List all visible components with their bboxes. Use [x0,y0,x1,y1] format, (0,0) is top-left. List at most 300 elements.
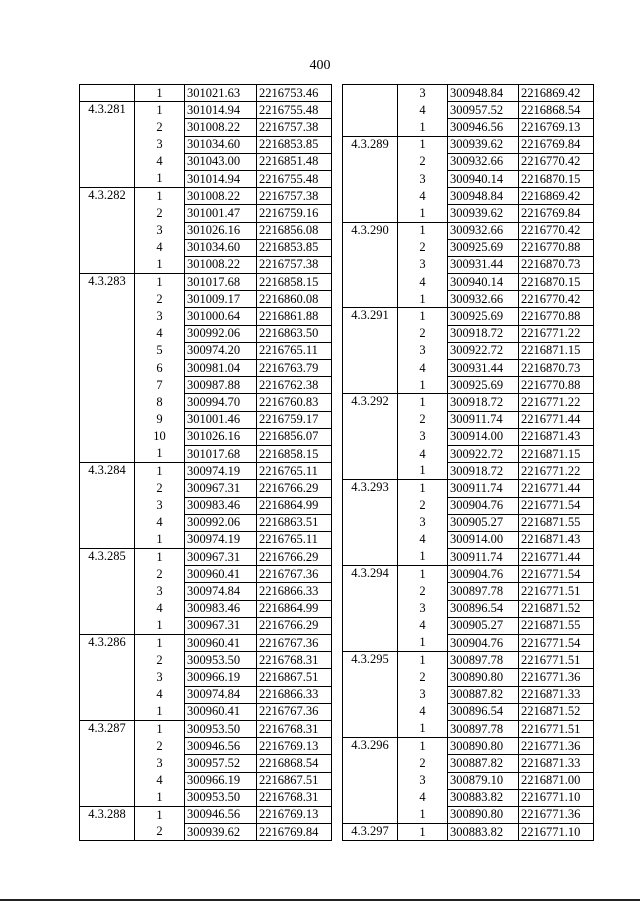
table-row [343,463,594,480]
parcel-id: 4.3.284 [80,463,135,480]
parcel-id [80,153,135,170]
point-number: 3 [135,222,185,239]
coordinate-y: 2216771.54 [519,566,594,583]
coordinate-x: 300939.62 [185,824,257,841]
parcel-id [80,325,135,342]
coordinate-y: 2216771.36 [519,738,594,755]
parcel-id [80,377,135,394]
coordinate-x: 300939.62 [448,205,519,222]
coordinate-y: 2216871.52 [519,703,594,720]
parcel-id: 4.3.286 [80,635,135,652]
point-number: 1 [398,652,448,669]
parcel-id [80,738,135,755]
coordinate-x: 300925.69 [448,377,519,394]
table-row [343,342,594,359]
parcel-id [343,703,398,720]
coordinate-x: 300897.78 [448,720,519,737]
parcel-id [80,239,135,256]
coordinate-x: 300932.66 [448,291,519,308]
point-number: 1 [135,531,185,548]
coordinate-x: 301008.22 [185,119,257,136]
parcel-id [80,617,135,634]
table-row [343,635,594,652]
point-number: 1 [135,806,185,823]
coordinate-y: 2216767.36 [257,566,332,583]
table-row [343,85,594,102]
coordinate-y: 2216871.33 [519,755,594,772]
coordinate-x: 300896.54 [448,600,519,617]
point-number: 4 [135,239,185,256]
point-number: 3 [398,686,448,703]
parcel-id [343,514,398,531]
parcel-id [343,188,398,205]
coordinate-x: 300946.56 [185,738,257,755]
coordinate-y: 2216767.36 [257,635,332,652]
parcel-id [80,222,135,239]
parcel-id [343,205,398,222]
parcel-id [343,755,398,772]
coordinate-y: 2216871.15 [519,445,594,462]
coordinate-x: 300994.70 [185,394,257,411]
point-number: 1 [135,720,185,737]
coordinate-y: 2216861.88 [257,308,332,325]
table-row [343,738,594,755]
table-row [80,635,332,652]
table-row [343,703,594,720]
parcel-id [80,600,135,617]
coordinate-y: 2216870.73 [519,360,594,377]
table-row [80,360,332,377]
point-number: 1 [135,274,185,291]
parcel-id [80,531,135,548]
parcel-id [80,411,135,428]
point-number: 3 [398,772,448,789]
table-row [343,239,594,256]
coordinate-x: 300953.50 [185,789,257,806]
coordinate-x: 300922.72 [448,445,519,462]
coordinate-y: 2216871.55 [519,514,594,531]
point-number: 4 [135,600,185,617]
point-number: 1 [135,256,185,273]
coordinate-y: 2216766.29 [257,617,332,634]
coordinate-y: 2216871.15 [519,342,594,359]
table-row [343,256,594,273]
parcel-id [343,497,398,514]
coordinate-y: 2216753.46 [257,85,332,102]
parcel-id [80,170,135,187]
parcel-id [80,394,135,411]
coordinate-x: 300974.19 [185,463,257,480]
parcel-id [80,824,135,841]
table-row [343,308,594,325]
table-row [343,170,594,187]
point-number: 9 [135,411,185,428]
point-number: 2 [398,497,448,514]
table-row [343,480,594,497]
point-number: 1 [398,308,448,325]
coordinate-y: 2216871.52 [519,600,594,617]
coordinate-y: 2216768.31 [257,652,332,669]
coordinate-x: 300897.78 [448,652,519,669]
parcel-id [343,617,398,634]
point-number: 1 [135,85,185,102]
point-number: 1 [135,463,185,480]
parcel-id [80,445,135,462]
table-row [80,583,332,600]
table-row [343,566,594,583]
coordinate-y: 2216771.36 [519,806,594,823]
parcel-id [343,428,398,445]
table-row [343,428,594,445]
point-number: 1 [398,824,448,841]
coordinate-y: 2216866.33 [257,686,332,703]
coordinate-y: 2216771.54 [519,635,594,652]
table-row [80,755,332,772]
point-number: 4 [398,445,448,462]
coordinate-x: 300953.50 [185,720,257,737]
parcel-id: 4.3.288 [80,806,135,823]
coordinate-x: 300905.27 [448,514,519,531]
parcel-id: 4.3.292 [343,394,398,411]
point-number: 1 [135,102,185,119]
coordinate-y: 2216769.13 [257,806,332,823]
coordinate-x: 300953.50 [185,652,257,669]
coordinate-y: 2216766.29 [257,549,332,566]
coordinate-x: 300918.72 [448,463,519,480]
point-number: 4 [135,325,185,342]
parcel-id [343,239,398,256]
point-number: 1 [135,703,185,720]
coordinate-x: 301001.47 [185,205,257,222]
point-number: 4 [398,789,448,806]
point-number: 2 [135,566,185,583]
table-row [80,686,332,703]
coordinate-x: 300946.56 [448,119,519,136]
coordinate-y: 2216864.99 [257,497,332,514]
parcel-id: 4.3.282 [80,188,135,205]
point-number: 7 [135,377,185,394]
coordinate-y: 2216853.85 [257,239,332,256]
coordinate-y: 2216771.36 [519,669,594,686]
coordinate-x: 300939.62 [448,136,519,153]
table-row [343,119,594,136]
coordinate-y: 2216755.48 [257,170,332,187]
table-row [80,566,332,583]
coordinate-x: 300974.84 [185,583,257,600]
point-number: 1 [135,789,185,806]
coordinate-y: 2216871.43 [519,428,594,445]
parcel-id [80,566,135,583]
coordinate-y: 2216771.44 [519,549,594,566]
coordinate-y: 2216871.00 [519,772,594,789]
table-row [80,806,332,823]
coordinate-y: 2216871.55 [519,617,594,634]
parcel-id [343,360,398,377]
parcel-id [80,136,135,153]
table-row [343,531,594,548]
coordinate-x: 301017.68 [185,445,257,462]
coordinate-y: 2216851.48 [257,153,332,170]
coordinate-y: 2216867.51 [257,772,332,789]
table-row [343,153,594,170]
parcel-id [343,772,398,789]
parcel-id [80,772,135,789]
coordinate-x: 301009.17 [185,291,257,308]
coordinate-x: 300960.41 [185,703,257,720]
parcel-id [80,789,135,806]
parcel-id [80,308,135,325]
point-number: 2 [398,583,448,600]
parcel-id: 4.3.281 [80,102,135,119]
coordinate-x: 300983.46 [185,497,257,514]
point-number: 4 [398,102,448,119]
coordinate-x: 300905.27 [448,617,519,634]
point-number: 3 [135,755,185,772]
coordinate-x: 300918.72 [448,325,519,342]
point-number: 3 [135,136,185,153]
table-row [80,256,332,273]
table-row [80,342,332,359]
coordinate-y: 2216771.51 [519,720,594,737]
coordinate-x: 300925.69 [448,308,519,325]
point-number: 1 [398,119,448,136]
coordinate-y: 2216760.83 [257,394,332,411]
parcel-id [80,652,135,669]
table-row [80,463,332,480]
coordinate-x: 300925.69 [448,239,519,256]
parcel-id: 4.3.295 [343,652,398,669]
parcel-id [343,583,398,600]
point-number: 2 [135,652,185,669]
point-number: 2 [135,205,185,222]
point-number: 2 [135,291,185,308]
coordinate-x: 300890.80 [448,669,519,686]
coordinate-x: 300966.19 [185,772,257,789]
table-row [343,274,594,291]
parcel-id: 4.3.289 [343,136,398,153]
coordinate-x: 301043.00 [185,153,257,170]
parcel-id [343,531,398,548]
coordinate-x: 300911.74 [448,549,519,566]
coordinate-x: 300879.10 [448,772,519,789]
parcel-id [343,342,398,359]
coordinate-x: 301026.16 [185,222,257,239]
coordinate-y: 2216770.88 [519,377,594,394]
parcel-id: 4.3.290 [343,222,398,239]
page-bottom-edge [0,899,640,901]
table-row [80,738,332,755]
coordinate-x: 300904.76 [448,635,519,652]
table-row [80,136,332,153]
table-row [80,600,332,617]
coordinate-y: 2216771.44 [519,411,594,428]
parcel-id [343,669,398,686]
parcel-id [80,686,135,703]
parcel-id: 4.3.291 [343,308,398,325]
coordinate-x: 300883.82 [448,824,519,841]
table-row [80,428,332,445]
coordinate-y: 2216867.51 [257,669,332,686]
coordinate-x: 300957.52 [448,102,519,119]
point-number: 4 [135,686,185,703]
point-number: 1 [135,170,185,187]
parcel-id [343,153,398,170]
table-row [80,411,332,428]
coordinate-x: 300957.52 [185,755,257,772]
coordinate-y: 2216856.07 [257,428,332,445]
table-row [343,686,594,703]
coordinate-x: 300887.82 [448,686,519,703]
point-number: 3 [135,583,185,600]
coordinate-x: 300974.84 [185,686,257,703]
coordinate-y: 2216768.31 [257,789,332,806]
coordinate-y: 2216868.54 [519,102,594,119]
table-row [343,824,594,841]
coordinate-y: 2216870.15 [519,274,594,291]
coordinate-x: 300960.41 [185,566,257,583]
coordinate-x: 300948.84 [448,85,519,102]
coordinate-x: 301026.16 [185,428,257,445]
coordinate-x: 300966.19 [185,669,257,686]
coordinate-x: 300967.31 [185,480,257,497]
point-number: 2 [398,411,448,428]
coordinate-x: 300890.80 [448,806,519,823]
point-number: 2 [398,669,448,686]
point-number: 2 [398,755,448,772]
table-row [343,291,594,308]
coordinates-table-right [342,84,594,841]
coordinate-x: 300974.19 [185,531,257,548]
table-row [80,119,332,136]
table-row [80,480,332,497]
coordinate-x: 300890.80 [448,738,519,755]
coordinate-x: 301014.94 [185,170,257,187]
parcel-id [343,170,398,187]
point-number: 3 [135,669,185,686]
table-row [343,789,594,806]
coordinate-y: 2216770.42 [519,291,594,308]
table-row [343,222,594,239]
table-row [80,497,332,514]
coordinate-x: 300940.14 [448,170,519,187]
table-row [343,360,594,377]
parcel-id: 4.3.294 [343,566,398,583]
coordinate-y: 2216863.50 [257,325,332,342]
coordinate-x: 300904.76 [448,566,519,583]
coordinate-y: 2216769.13 [257,738,332,755]
table-row [80,824,332,841]
table-row [343,806,594,823]
point-number: 3 [398,256,448,273]
table-row [343,325,594,342]
coordinate-x: 300887.82 [448,755,519,772]
parcel-id [343,720,398,737]
coordinate-x: 300897.78 [448,583,519,600]
parcel-id [343,445,398,462]
table-row [343,600,594,617]
coordinate-y: 2216771.54 [519,497,594,514]
table-row [80,445,332,462]
table-row [80,394,332,411]
table-row [80,377,332,394]
coordinate-y: 2216757.38 [257,188,332,205]
coordinate-y: 2216759.17 [257,411,332,428]
coordinate-y: 2216771.10 [519,789,594,806]
point-number: 1 [398,738,448,755]
coordinate-y: 2216858.15 [257,274,332,291]
parcel-id [343,600,398,617]
coordinate-y: 2216770.88 [519,308,594,325]
coordinate-y: 2216757.38 [257,119,332,136]
point-number: 1 [135,445,185,462]
coordinate-y: 2216765.11 [257,531,332,548]
parcel-id [343,291,398,308]
parcel-id [343,411,398,428]
parcel-id [343,325,398,342]
point-number: 4 [135,514,185,531]
point-number: 3 [398,428,448,445]
coordinate-y: 2216771.51 [519,583,594,600]
table-row [80,274,332,291]
page-number: 400 [309,58,331,73]
parcel-id [343,463,398,480]
coordinate-y: 2216769.84 [519,205,594,222]
parcel-id: 4.3.285 [80,549,135,566]
coordinate-x: 300932.66 [448,153,519,170]
coordinate-x: 300981.04 [185,360,257,377]
coordinate-y: 2216770.42 [519,222,594,239]
coordinate-x: 301001.46 [185,411,257,428]
coordinate-x: 301000.64 [185,308,257,325]
coordinate-x: 300960.41 [185,635,257,652]
coordinate-y: 2216769.84 [519,136,594,153]
coordinate-x: 300967.31 [185,549,257,566]
table-row [80,239,332,256]
coordinate-y: 2216768.31 [257,720,332,737]
table-row [80,188,332,205]
point-number: 4 [398,360,448,377]
table-row [343,549,594,566]
coordinate-x: 300904.76 [448,497,519,514]
coordinate-y: 2216769.84 [257,824,332,841]
coordinate-x: 300914.00 [448,428,519,445]
table-row [80,308,332,325]
coordinate-x: 300987.88 [185,377,257,394]
coordinate-x: 300931.44 [448,256,519,273]
point-number: 4 [398,531,448,548]
parcel-id [80,583,135,600]
table-row [80,102,332,119]
coordinate-x: 300983.46 [185,600,257,617]
parcel-id: 4.3.296 [343,738,398,755]
coordinate-y: 2216860.08 [257,291,332,308]
parcel-id [80,755,135,772]
table-row [80,85,332,102]
point-number: 5 [135,342,185,359]
point-number: 4 [398,274,448,291]
coordinate-y: 2216771.22 [519,394,594,411]
table-row [80,514,332,531]
parcel-id [80,291,135,308]
parcel-id [343,635,398,652]
point-number: 1 [398,394,448,411]
table-row [343,617,594,634]
table-row [343,583,594,600]
coordinate-y: 2216868.54 [257,755,332,772]
point-number: 2 [398,239,448,256]
coordinate-y: 2216864.99 [257,600,332,617]
parcel-id [343,102,398,119]
